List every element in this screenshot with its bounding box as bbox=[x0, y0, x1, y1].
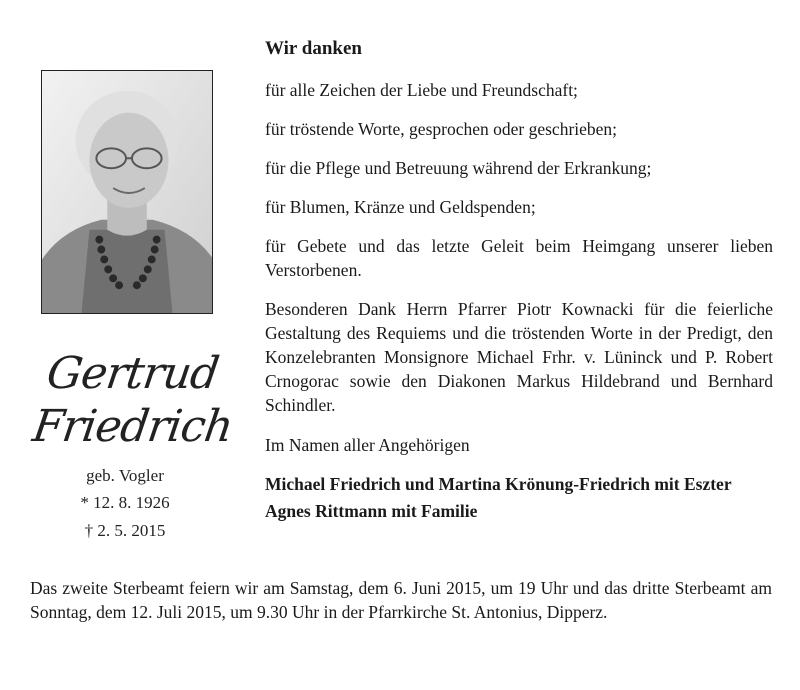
thanks-line: für tröstende Worte, gesprochen oder geschrieben; bbox=[265, 119, 618, 139]
thanks-line: für die Pflege und Betreuung während der Erkrankung; bbox=[265, 158, 652, 178]
family-names-line2: Agnes Rittmann mit Familie bbox=[265, 501, 478, 521]
family-names-line1: Michael Friedrich und Martina Krönung-Friedrich mit Eszter bbox=[265, 474, 732, 494]
signoff: Im Namen aller Angehörigen bbox=[265, 435, 470, 455]
requiem-notice: Das zweite Sterbeamt feiern wir am Samstag, dem 6. Juni 2015, um 19 Uhr und das dritte Sterbeamt am Sonntag, dem 12. Juli 2015, um 9.30 Uhr in der Pfarrkirche St. Antonius, Dipperz. bbox=[30, 578, 772, 622]
death-date: † 2. 5. 2015 bbox=[84, 521, 166, 540]
deceased-first-name: Gertrud bbox=[43, 348, 222, 399]
maiden-name: geb. Vogler bbox=[86, 466, 164, 485]
thanks-line: für Gebete und das letzte Geleit beim Heimgang unserer lieben Verstorbenen. bbox=[265, 236, 773, 280]
thanks-section bbox=[265, 36, 773, 525]
portrait-photo bbox=[41, 70, 213, 314]
portrait-illustration bbox=[42, 71, 212, 313]
thanks-line: für Blumen, Kränze und Geldspenden; bbox=[265, 197, 536, 217]
birth-date: * 12. 8. 1926 bbox=[80, 493, 170, 512]
thanks-line: für alle Zeichen der Liebe und Freundschaft; bbox=[265, 80, 578, 100]
thanks-heading: Wir danken bbox=[265, 38, 362, 59]
special-thanks: Besonderen Dank Herrn Pfarrer Piotr Kownacki für die feierliche Gestaltung des Requiems und die tröstenden Worte in der Predigt, den Konzelebranten Monsignore Michael Frhr. v. Lüninck und P. Robert Crnogorac sowie den Diakonen Markus Hildebrand und Bernhard Schindler. bbox=[265, 299, 773, 415]
deceased-last-name: Friedrich bbox=[29, 401, 236, 452]
